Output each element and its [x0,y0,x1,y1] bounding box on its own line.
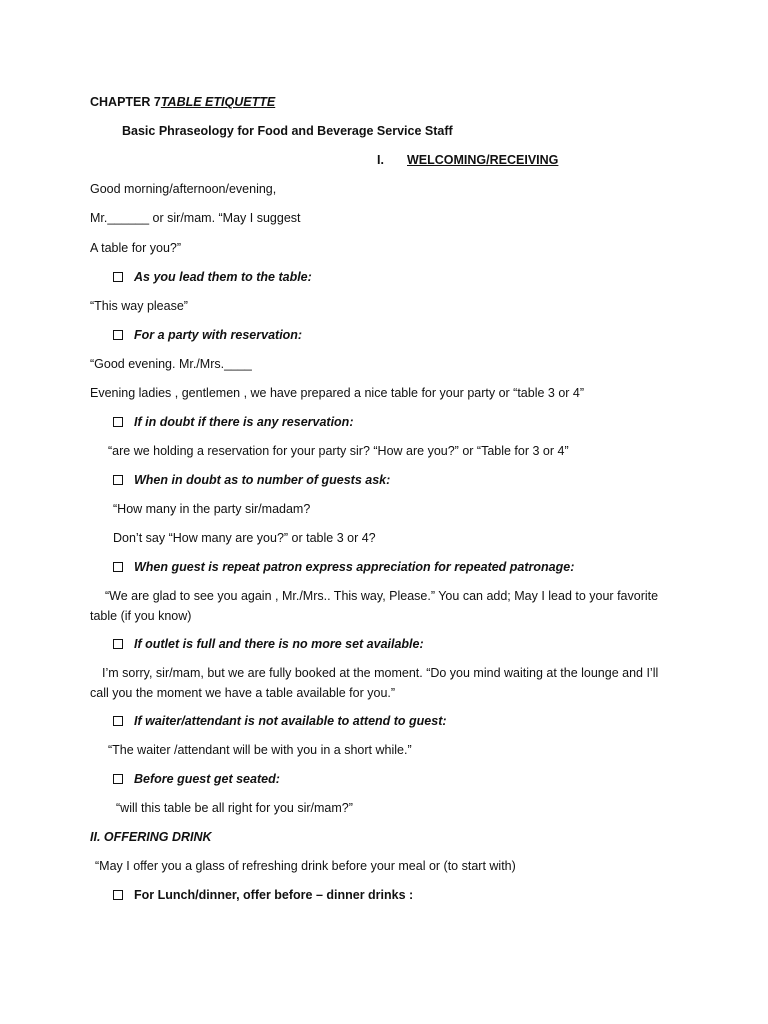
checkbox-bullet-icon [113,562,123,572]
section1-number: I. [377,153,384,167]
chapter-heading [90,94,275,110]
bullet-outlet-full [113,636,424,652]
suggest-line: Mr.______ or sir/mam. “May I suggest [90,211,301,225]
greeting-line: Good morning/afternoon/evening, [90,182,277,196]
bullet-label: For Lunch/dinner, offer before – dinner drinks : [134,888,414,902]
holding-reservation-line: “are we holding a reservation for your party sir? “How are you?” or “Table for 3 or 4” [108,444,569,458]
offer-drink-line: “May I offer you a glass of refreshing drink before your meal or (to start with) [95,859,516,873]
checkbox-bullet-icon [113,475,123,485]
table-for-you-line: A table for you?” [90,241,182,255]
bullet-lead-to-table [113,269,312,285]
checkbox-bullet-icon [113,417,123,427]
bullet-party-reservation [113,327,302,343]
bullet-doubt-reservation [113,414,353,430]
bullet-before-seated [113,771,280,787]
bullet-label: If waiter/attendant is not available to attend to guest: [134,714,447,728]
bullet-label: If in doubt if there is any reservation: [134,415,354,429]
chapter-number: CHAPTER 7 [90,95,161,109]
checkbox-bullet-icon [113,774,123,784]
chapter-title: TABLE ETIQUETTE [160,95,276,109]
all-right-line: “will this table be all right for you sir/mam?” [116,801,353,815]
bullet-repeat-patron [113,559,574,575]
subtitle: Basic Phraseology for Food and Beverage Service Staff [122,124,453,138]
dont-say-line: Don’t say “How many are you?” or table 3 or 4? [113,531,376,545]
fully-booked-paragraph: I’m sorry, sir/mam, but we are fully booked at the moment. “Do you mind waiting at the lounge and I’ll call you the moment we have a table available for you.” [90,666,659,700]
checkbox-bullet-icon [113,330,123,340]
good-evening-line: “Good evening. Mr./Mrs.____ [90,357,252,371]
bullet-number-of-guests [113,472,390,488]
this-way-line: “This way please” [90,299,188,313]
bullet-label: When in doubt as to number of guests ask: [134,473,391,487]
bullet-label: For a party with reservation: [134,328,303,342]
bullet-label: As you lead them to the table: [134,270,312,284]
evening-ladies-line: Evening ladies , gentlemen , we have prepared a nice table for your party or “table 3 or 4” [90,386,585,400]
glad-to-see-paragraph: “We are glad to see you again , Mr./Mrs.. This way, Please.” You can add; May I lead to your favorite table (if you know) [90,589,659,623]
section1-title: WELCOMING/RECEIVING [407,153,559,167]
bullet-waiter-unavailable [113,713,447,729]
checkbox-bullet-icon [113,272,123,282]
bullet-label: If outlet is full and there is no more set available: [134,637,424,651]
bullet-label: Before guest get seated: [134,772,280,786]
bullet-label: When guest is repeat patron express appreciation for repeated patronage: [134,560,575,574]
section2-title: II. OFFERING DRINK [90,830,212,844]
waiter-short-while-line: “The waiter /attendant will be with you in a short while.” [108,743,412,757]
checkbox-bullet-icon [113,890,123,900]
how-many-line: “How many in the party sir/madam? [113,502,311,516]
checkbox-bullet-icon [113,639,123,649]
bullet-lunch-dinner [113,887,413,903]
checkbox-bullet-icon [113,716,123,726]
